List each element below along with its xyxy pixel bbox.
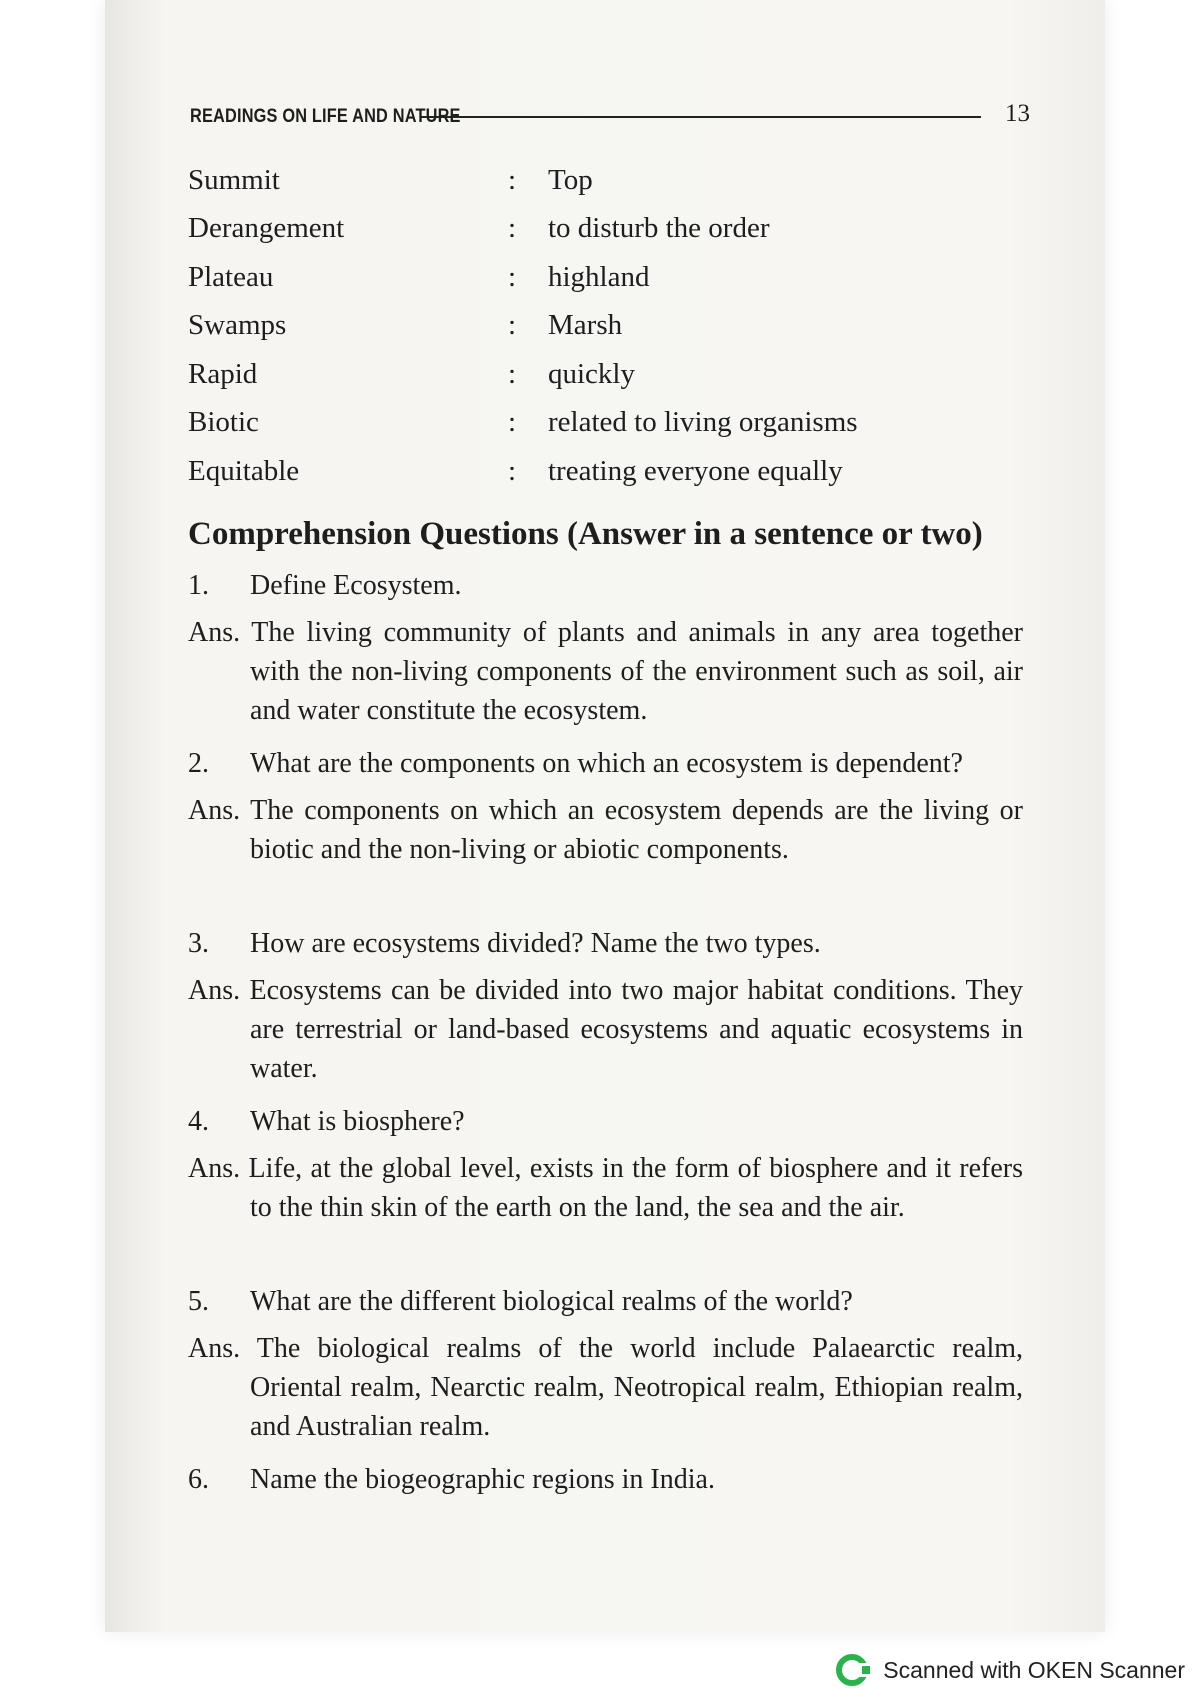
- question-block: [188, 744, 1023, 869]
- section-title: Comprehension Questions (Answer in a sentence or two): [188, 516, 983, 552]
- glossary-colon: :: [508, 406, 517, 439]
- glossary-term: Biotic: [188, 406, 259, 439]
- glossary-term: Rapid: [188, 357, 258, 390]
- question-text: Name the biogeographic regions in India.: [250, 1464, 715, 1495]
- glossary-meaning: to disturb the order: [548, 212, 770, 245]
- glossary-meaning: Top: [548, 163, 593, 196]
- question-block: [188, 566, 1023, 730]
- glossary-colon: :: [508, 212, 517, 245]
- question-block: [188, 1282, 1023, 1446]
- answer-text: Ans. The living community of plants and animals in any area together with the non-living components of the environment such as soil, air and water constitute the ecosystem.: [188, 617, 1023, 726]
- glossary-colon: :: [508, 454, 517, 487]
- question-text: How are ecosystems divided? Name the two types.: [250, 928, 821, 959]
- glossary-row: [188, 350, 1048, 399]
- question-number: 5.: [188, 1286, 209, 1317]
- glossary-meaning: related to living organisms: [548, 406, 858, 439]
- glossary-term: Equitable: [188, 454, 300, 487]
- question-number: 2.: [188, 748, 209, 779]
- glossary-list: [188, 156, 1048, 496]
- question-number: 6.: [188, 1464, 209, 1495]
- glossary-meaning: highland: [548, 260, 650, 293]
- glossary-term: Plateau: [188, 260, 274, 293]
- glossary-meaning: treating everyone equally: [548, 454, 843, 487]
- glossary-colon: :: [508, 357, 517, 390]
- question-text: What are the different biological realms of the world?: [250, 1286, 853, 1317]
- answer-text: Ans. Ecosystems can be divided into two major habitat conditions. They are terrestrial or land-based ecosystems and aquatic ecosystems in water.: [188, 975, 1023, 1084]
- question-block: [188, 1102, 1023, 1227]
- question: [188, 1460, 1023, 1499]
- running-title: READINGS ON LIFE AND NATURE: [190, 106, 461, 127]
- running-header: [190, 100, 1030, 128]
- answer-text: Ans. The biological realms of the world include Palaearctic realm, Oriental realm, Nearctic realm, Neotropical realm, Ethiopian realm, and Australian realm.: [188, 1333, 1023, 1442]
- question: [188, 566, 1023, 605]
- glossary-meaning: quickly: [548, 357, 635, 390]
- question: [188, 1102, 1023, 1141]
- question-number: 1.: [188, 570, 209, 601]
- question: [188, 924, 1023, 963]
- header-rule: [420, 116, 981, 118]
- question-text: What are the components on which an ecosystem is dependent?: [250, 748, 963, 779]
- glossary-term: Derangement: [188, 212, 345, 245]
- glossary-colon: :: [508, 309, 517, 342]
- question-number: 4.: [188, 1106, 209, 1137]
- answer-text: Ans. The components on which an ecosystem depends are the living or biotic and the non-living or abiotic components.: [188, 795, 1023, 865]
- glossary-row: [188, 302, 1048, 351]
- question-block: [188, 1460, 1023, 1499]
- glossary-term: Summit: [188, 163, 280, 196]
- glossary-colon: :: [508, 163, 517, 196]
- question: [188, 1282, 1023, 1321]
- scanner-watermark: [835, 1652, 1185, 1688]
- glossary-row: [188, 205, 1048, 254]
- question-text: What is biosphere?: [250, 1106, 465, 1137]
- question-number: 3.: [188, 928, 209, 959]
- glossary-row: [188, 156, 1048, 205]
- glossary-row: [188, 253, 1048, 302]
- glossary-row: [188, 399, 1048, 448]
- glossary-row: [188, 447, 1048, 496]
- page-number: 13: [1005, 100, 1030, 127]
- glossary-term: Swamps: [188, 309, 287, 342]
- question-text: Define Ecosystem.: [250, 570, 462, 601]
- scanner-logo-icon: [835, 1651, 873, 1689]
- glossary-meaning: Marsh: [548, 309, 623, 342]
- glossary-colon: :: [508, 260, 517, 293]
- scanner-text: Scanned with OKEN Scanner: [883, 1656, 1185, 1683]
- question: [188, 744, 1023, 783]
- answer-text: Ans. Life, at the global level, exists in the form of biosphere and it refers to the thin skin of the earth on the land, the sea and the air.: [188, 1153, 1023, 1223]
- question-block: [188, 924, 1023, 1088]
